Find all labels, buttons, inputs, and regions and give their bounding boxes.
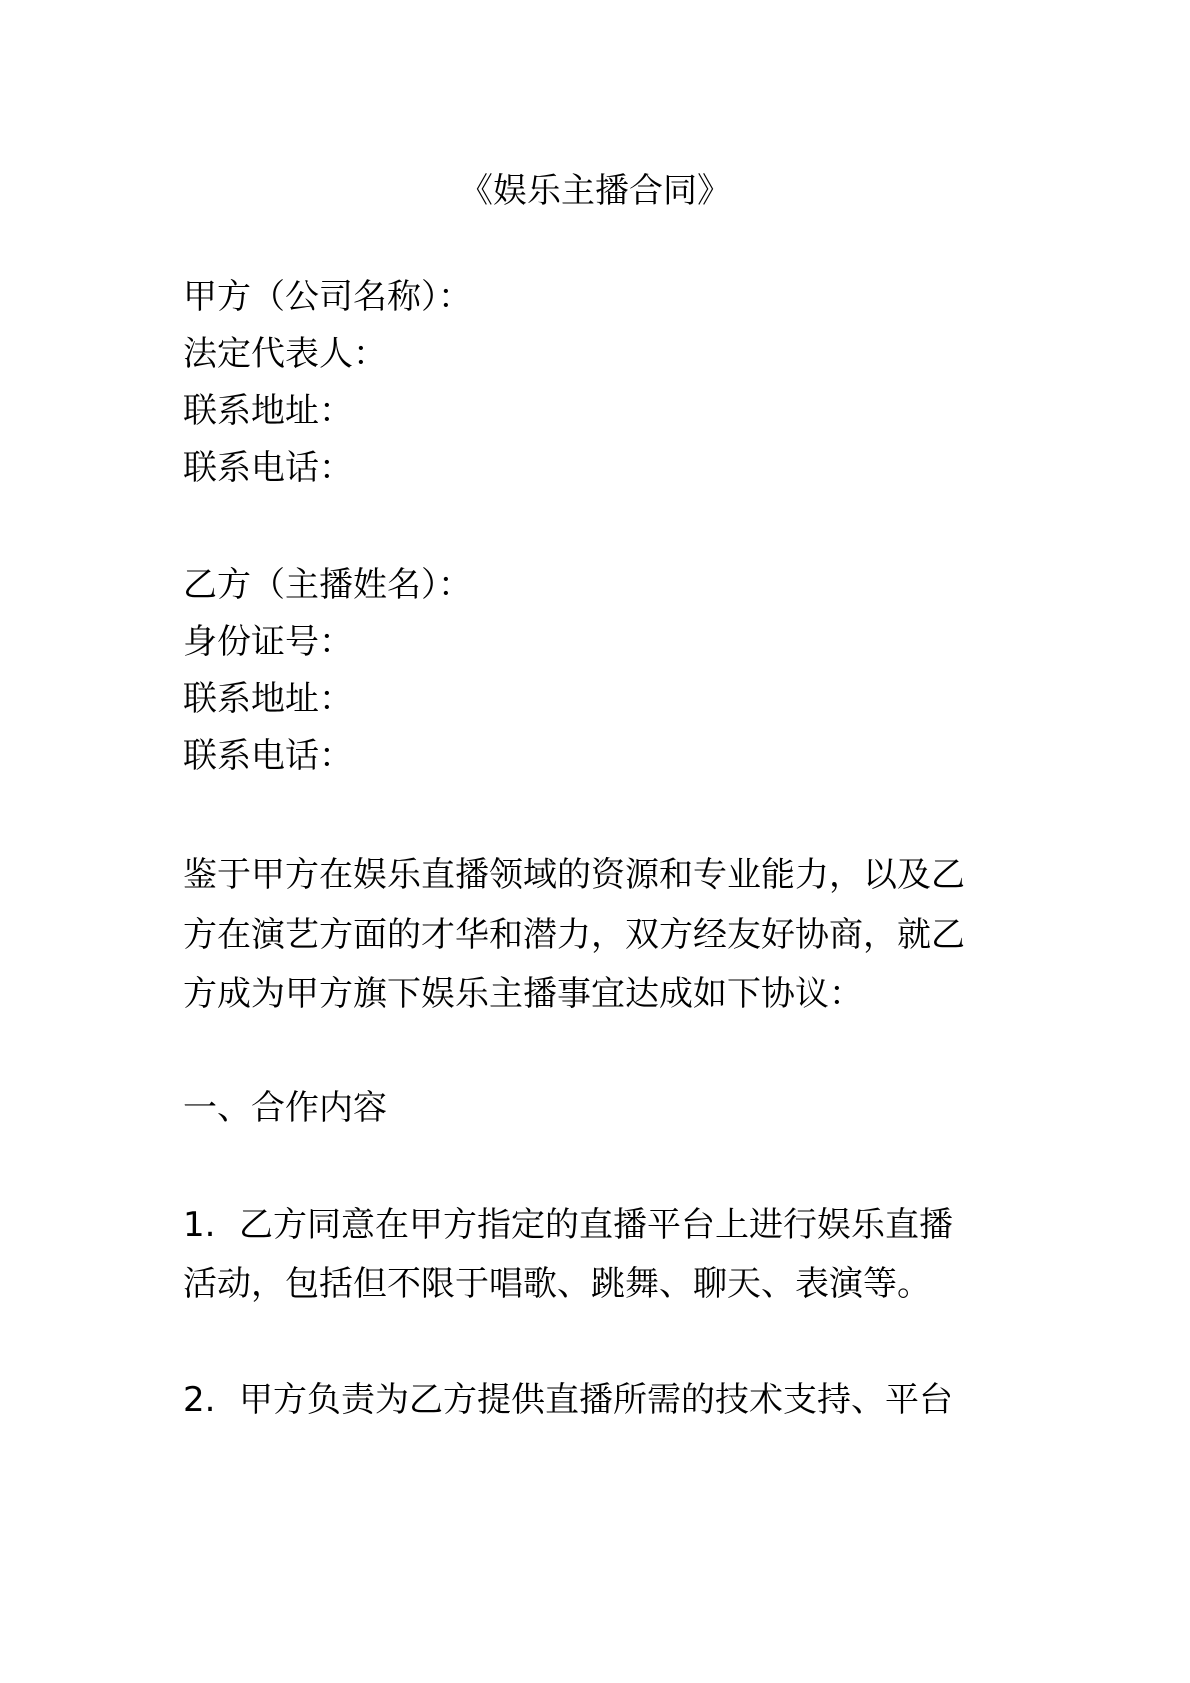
clause-1-line: 活动，包括但不限于唱歌、跳舞、聊天、表演等。 xyxy=(183,1264,931,1304)
section-heading: 一、合作内容 xyxy=(183,1088,387,1128)
clause-number: 2. xyxy=(183,1380,216,1420)
party-b-phone-label: 联系电话： xyxy=(183,736,353,776)
contract-title: 《娱乐主播合同》 xyxy=(459,171,731,211)
clause-1-line xyxy=(183,1205,953,1245)
party-a-rep-label: 法定代表人： xyxy=(183,334,387,374)
party-a-phone-label: 联系电话： xyxy=(183,448,353,488)
party-a-address-label: 联系地址： xyxy=(183,391,353,431)
party-a-name-label: 甲方（公司名称）： xyxy=(183,277,472,317)
clause-text: 甲方负责为乙方提供直播所需的技术支持、平台 xyxy=(239,1380,953,1420)
party-b-id-label: 身份证号： xyxy=(183,622,353,662)
clause-2-line xyxy=(183,1380,953,1420)
preamble-line: 方在演艺方面的才华和潜力，双方经友好协商，就乙 xyxy=(183,915,965,955)
party-b-address-label: 联系地址： xyxy=(183,679,353,719)
party-b-name-label: 乙方（主播姓名）： xyxy=(183,565,472,605)
clause-number: 1. xyxy=(183,1205,216,1245)
clause-text: 乙方同意在甲方指定的直播平台上进行娱乐直播 xyxy=(239,1205,953,1245)
preamble-line: 方成为甲方旗下娱乐主播事宜达成如下协议： xyxy=(183,974,863,1014)
preamble-line: 鉴于甲方在娱乐直播领域的资源和专业能力，以及乙 xyxy=(183,855,965,895)
